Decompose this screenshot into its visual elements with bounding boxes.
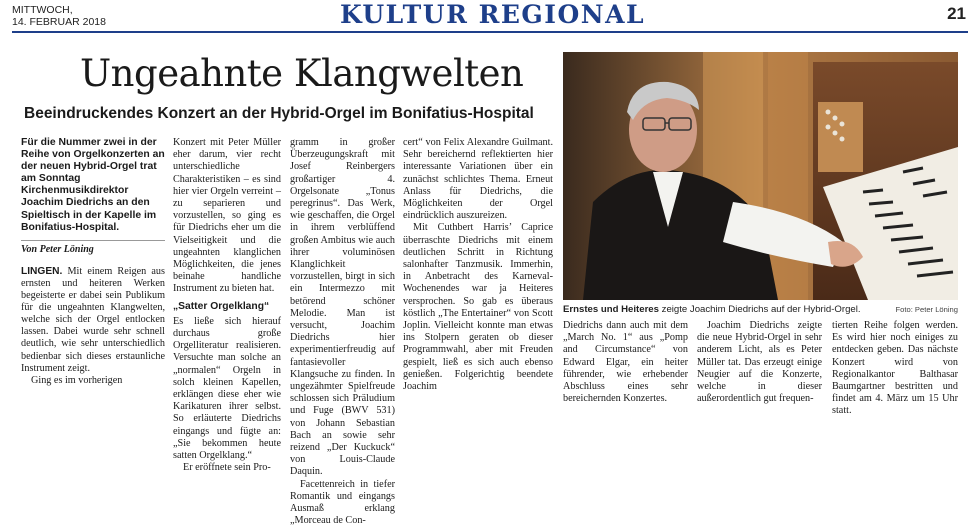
article-column-5 xyxy=(563,320,688,405)
column-3-paragraph-2: Facettenreich in tiefer Romantik und eingangs Ausmaß erklang „Morceau de Con- xyxy=(290,478,395,527)
column-3-paragraph-1: gramm in großer Überzeugungskraft mit Josef Reinbergers großartiger 4. Orgelsonate „Tonus peregrinus“. Das Werk, wie geschaffen, die Orgel in ihrem verblüffend großen Ambitus wie auch ihrer voluminösen Klanglichkeit vorzustellen, birgt in sich ein Intermezzo mit betörend schöner Melodie. Man ist versucht, Joachim Diedrichs hier experimentierfreudig auf fantasievoller Klangsuche zu finden. In ungezähmter Spielfreude schlossen sich Präludium und Fuge (BWV 531) von Johann Sebastian Bach an sowie sehr reizend „Der Kuckuck“ von Louis-Claude Daquin. xyxy=(290,137,395,478)
column-2-paragraph-1: Konzert mit Peter Müller eher darum, vier recht unterschiedliche Charakteristiken – es sind hier vier Orgeln verreint – zu separieren und vorzustellen, so ging es für Diedrichs eher um die Vielseitigkeit und die ungeahnten klanglichen Möglichkeiten, die jenes beinahe handliche Instrument zu bieten hat. xyxy=(173,137,281,295)
photo-caption xyxy=(563,304,958,315)
column-4-paragraph-2: Mit Cuthbert Harris’ Caprice überraschte Diedrichs mit einem deutlichen Schritt in Richtung salonhafter Tanzmusik. Immerhin, in Anbetracht des Karneval-Wochenendes war ja Heiteres versprochen. So gab es überaus köstlich „The Entertainer“ von Scott Joplin. Vielleicht konnte man etwas ins Stolpern geraten ob dieser Programmwahl, aber mit Freuden gespielt, ließ es sich auch ebenso genießen. Folgerichtig beendete Joachim xyxy=(403,222,553,393)
lead-text: Mit einem Reigen aus ernsten und heiteren Werken begeisterte er dabei sein Publikum für die ungeahnten Klangwelten, welche sich der Orgel entlocken lassen. Dabei wurde sehr schnell deutlich, wie sehr unterschiedlich bedienbar sich dieses erstaunliche Instrument zeigt. xyxy=(21,265,165,374)
column-2-paragraph-3: Er eröffnete sein Pro- xyxy=(183,462,271,474)
article-subheadline: Beeindruckendes Konzert an der Hybrid-Orgel im Bonifatius-Hospital xyxy=(24,105,534,122)
photo-credit: Foto: Peter Löning xyxy=(895,305,958,314)
article-column-3 xyxy=(290,137,395,528)
page-number: 21 xyxy=(947,4,966,23)
column-2-paragraph-2: Es ließe sich hierauf durchaus große Orgelliteratur realisieren. Versuchte man solche an „normalen“ Orgeln in solch kleinen Kapellen, erklängen diese eher wie Karikaturen ihrer selbst. So erläuterte Diedrichs eingangs und fügte an: „Sie bekommen heute satten Orgelklang.“ xyxy=(173,315,281,462)
column-4-paragraph-1: cert“ von Felix Alexandre Guilmant. Sehr bereichernd reflektierten hier interessante Variationen über ein zunächst schlichtes Thema. Erneut Anlass für Diedrichs, die Möglichkeiten der Orgel eindrücklich auszureizen. xyxy=(403,137,553,222)
caption-text: zeigte Joachim Diedrichs auf der Hybrid-Orgel. xyxy=(658,304,861,315)
article-column-6 xyxy=(697,320,822,405)
article-intro: Für die Nummer zwei in der Reihe von Orgelkonzerten an der neuen Hybrid-Orgel trat am Sonntag Kirchenmusikdirektor Joachim Diedrichs an den Spieltisch in der Kapelle im Bonifatius-Hospital. xyxy=(21,137,165,233)
column-2-subheading: „Satter Orgelklang“ xyxy=(173,300,270,312)
article-column-7 xyxy=(832,320,958,418)
column-5-text: Diedrichs dann auch mit dem „March No. 1“ aus „Pomp and Circumstance“ von Edward Elgar, ein heiter führender, wie erhebender Abschluss eines sehr bereichernden Konzertes. xyxy=(563,320,688,405)
article-photo xyxy=(563,52,958,300)
dateline: LINGEN. xyxy=(21,265,63,277)
article-column-4 xyxy=(403,137,553,393)
issue-weekday: MITTWOCH, xyxy=(12,4,73,16)
article-column-1 xyxy=(21,137,165,387)
column-1-tail: Ging es im vorherigen xyxy=(31,374,123,386)
article-headline: Ungeahnte Klangwelten xyxy=(80,52,524,95)
issue-date xyxy=(12,4,106,28)
column-6-text: Joachim Diedrichs zeigte die neue Hybrid-Orgel in sehr anderem Licht, als es Peter Müller tat. Das erzeugt einige Neugier auf die Konzerte, welche in dieser außerordentlich gut frequen- xyxy=(697,320,822,405)
masthead-rule xyxy=(12,31,968,33)
article-column-2 xyxy=(173,137,281,474)
byline: Von Peter Löning xyxy=(21,240,165,256)
organist-photo-illustration xyxy=(563,52,958,300)
section-title: KULTUR REGIONAL xyxy=(340,0,646,29)
lead-paragraph xyxy=(21,266,165,375)
column-7-text: tierten Reihe folgen werden. Es wird hier noch einiges zu entdecken geben. Das nächste Konzert wird von Regionalkantor Balthasar Baumgartner bestritten und findet am 4. März um 15 Uhr statt. xyxy=(832,320,958,417)
issue-full-date: 14. FEBRUAR 2018 xyxy=(12,16,106,28)
caption-lead: Ernstes und Heiteres xyxy=(563,304,659,315)
